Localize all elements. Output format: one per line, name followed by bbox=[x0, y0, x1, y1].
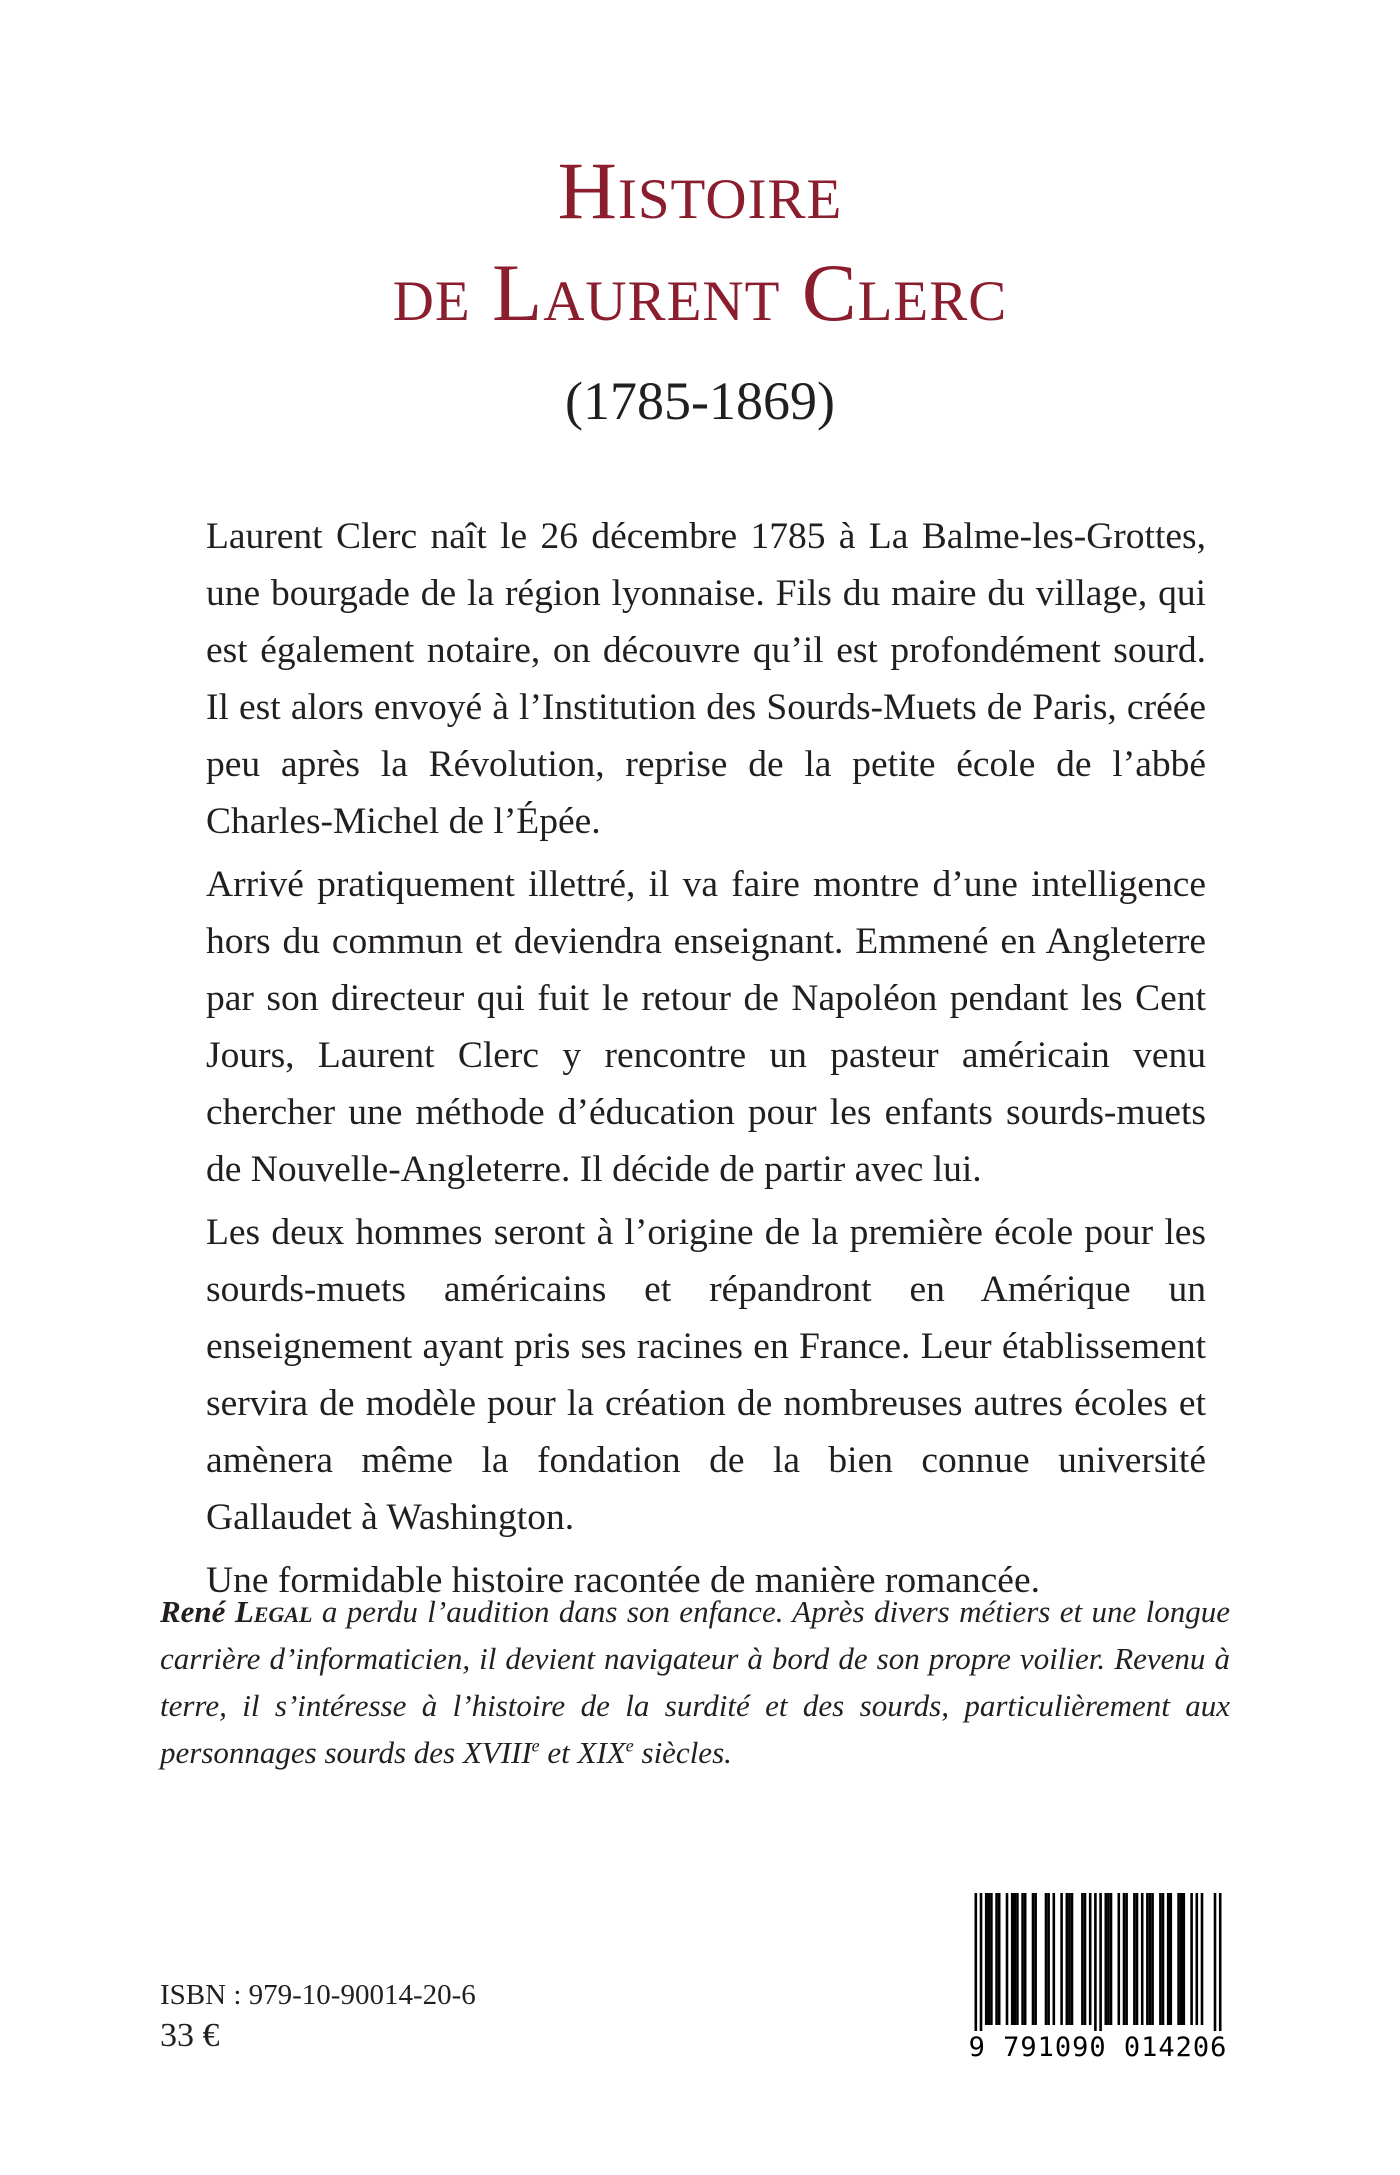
barcode-bar bbox=[988, 1893, 991, 2025]
barcode-bar bbox=[1094, 1893, 1097, 2033]
century-19: XIX bbox=[577, 1735, 626, 1770]
barcode-bar bbox=[1201, 1893, 1204, 2025]
barcode-bar bbox=[1024, 1893, 1027, 2025]
barcode-bar bbox=[1047, 1893, 1050, 2025]
barcode-bar bbox=[1167, 1893, 1170, 2025]
barcode-bar bbox=[1190, 1893, 1193, 2025]
barcode-bar bbox=[998, 1893, 1001, 2025]
dates: (1785-1869) bbox=[565, 371, 835, 431]
title-line-1: Histoire bbox=[557, 145, 843, 236]
price: 33 € bbox=[160, 2017, 220, 2054]
summary-paragraph-1: Laurent Clerc naît le 26 décembre 1785 à La Balme-les-Grottes, une bourgade de la région lyonnaise. Fils du maire du village, qui est également notaire, on découvre qu’il est profondément sourd. Il est alors envoyé à l’Institution des Sourds-Muets de Paris, créée peu après la Révolution, reprise de la petite école de l’abbé Charles-Michel de l’Épée. bbox=[206, 516, 1206, 842]
barcode-bar bbox=[990, 1893, 993, 2025]
barcode-bar bbox=[980, 1893, 983, 2033]
barcode-bar bbox=[1146, 1893, 1149, 2025]
barcode-bar bbox=[1032, 1893, 1035, 2025]
summary-paragraph-3: Les deux hommes seront à l’origine de la première école pour les sourds-muets américains et répandront en Amérique un enseignement ayant pris ses racines en France. Leur établissement servira de modèle pour la création de nombreuses autres écoles et amènera même la fondation de la bien connue université Gallaudet à Washington. bbox=[206, 1212, 1206, 1538]
barcode-bar bbox=[1214, 1893, 1217, 2033]
barcode-bar bbox=[1071, 1893, 1074, 2025]
summary-paragraph-4: Une formidable histoire racontée de manière romancée. bbox=[206, 1560, 1040, 1601]
barcode-bar bbox=[1060, 1893, 1063, 2025]
title-block bbox=[0, 140, 1400, 436]
barcode-bar bbox=[1219, 1893, 1222, 2033]
barcode-bar bbox=[1151, 1893, 1154, 2025]
bio-connector: et bbox=[547, 1735, 570, 1770]
barcode-bar bbox=[1133, 1893, 1136, 2025]
barcode-bar bbox=[1125, 1893, 1128, 2025]
century-18-sup: e bbox=[531, 1735, 540, 1756]
barcode-bar bbox=[1011, 1893, 1014, 2025]
barcode-bar bbox=[1006, 1893, 1009, 2025]
barcode-bar bbox=[1107, 1893, 1110, 2025]
barcode-bar bbox=[1105, 1893, 1108, 2025]
barcode-bar bbox=[1118, 1893, 1121, 2025]
barcode-bar bbox=[1014, 1893, 1017, 2025]
barcode-bar bbox=[1136, 1893, 1139, 2025]
isbn: ISBN : 979-10-90014-20-6 bbox=[160, 1979, 476, 2011]
barcode-bar bbox=[1066, 1893, 1069, 2025]
author-bio bbox=[160, 1588, 1230, 1776]
barcode-bar bbox=[1177, 1893, 1180, 2025]
author-name bbox=[160, 1594, 312, 1629]
barcode-bar bbox=[1183, 1893, 1186, 2025]
bio-end: siècles. bbox=[641, 1735, 732, 1770]
barcode-bar bbox=[1034, 1893, 1037, 2025]
barcode-bar bbox=[1053, 1893, 1056, 2025]
author-last-name: Legal bbox=[234, 1594, 313, 1629]
barcode-bar bbox=[985, 1893, 988, 2025]
barcode-bar bbox=[1084, 1893, 1087, 2025]
barcode-bar bbox=[1180, 1893, 1183, 2025]
barcode-bar bbox=[1045, 1893, 1048, 2025]
bio-text: a perdu l’audition dans son enfance. Après divers métiers et une longue carrière d’informaticien, il devient navigateur à bord de son propre voilier. Revenu à terre, il s’intéresse à l’histoire de la surdité et des sourds, particulièrement aux personnages sourds des bbox=[160, 1594, 1231, 1770]
barcode-digits: 9 791090 014206 bbox=[953, 2031, 1243, 2065]
summary-paragraph-2: Arrivé pratiquement illettré, il va faire montre d’une intelligence hors du commun et deviendra enseignant. Emmené en Angleterre par son directeur qui fuit le retour de Napoléon pendant les Cent Jours, Laurent Clerc y rencontre un pasteur américain venu chercher une méthode d’éducation pour les enfants sourds-muets de Nouvelle-Angleterre. Il décide de partir avec lui. bbox=[206, 864, 1206, 1190]
barcode-bar bbox=[1110, 1893, 1113, 2025]
title-line-2: de Laurent Clerc bbox=[392, 247, 1008, 338]
century-19-sup: e bbox=[625, 1735, 634, 1756]
barcode-bar bbox=[1141, 1893, 1144, 2025]
century-18: XVIII bbox=[462, 1735, 532, 1770]
barcode-bars bbox=[953, 1893, 1243, 2033]
author-first-name: René bbox=[160, 1594, 226, 1629]
barcode-bar bbox=[1099, 1893, 1102, 2033]
barcode-bar bbox=[1123, 1893, 1126, 2025]
barcode-bar bbox=[1162, 1893, 1165, 2025]
barcode-bar bbox=[1081, 1893, 1084, 2025]
barcode-bar bbox=[995, 1893, 998, 2025]
barcode-bar bbox=[1016, 1893, 1019, 2025]
barcode-bar bbox=[1068, 1893, 1071, 2025]
summary-text bbox=[206, 508, 1206, 1615]
barcode-bar bbox=[1149, 1893, 1152, 2025]
barcode-bar bbox=[975, 1893, 978, 2033]
barcode-bar bbox=[1021, 1893, 1024, 2025]
barcode-bar bbox=[1196, 1893, 1199, 2025]
barcode-bar bbox=[1089, 1893, 1092, 2025]
barcode-bar bbox=[1159, 1893, 1162, 2025]
barcode-bar bbox=[1170, 1893, 1173, 2025]
barcode bbox=[953, 1893, 1243, 2066]
